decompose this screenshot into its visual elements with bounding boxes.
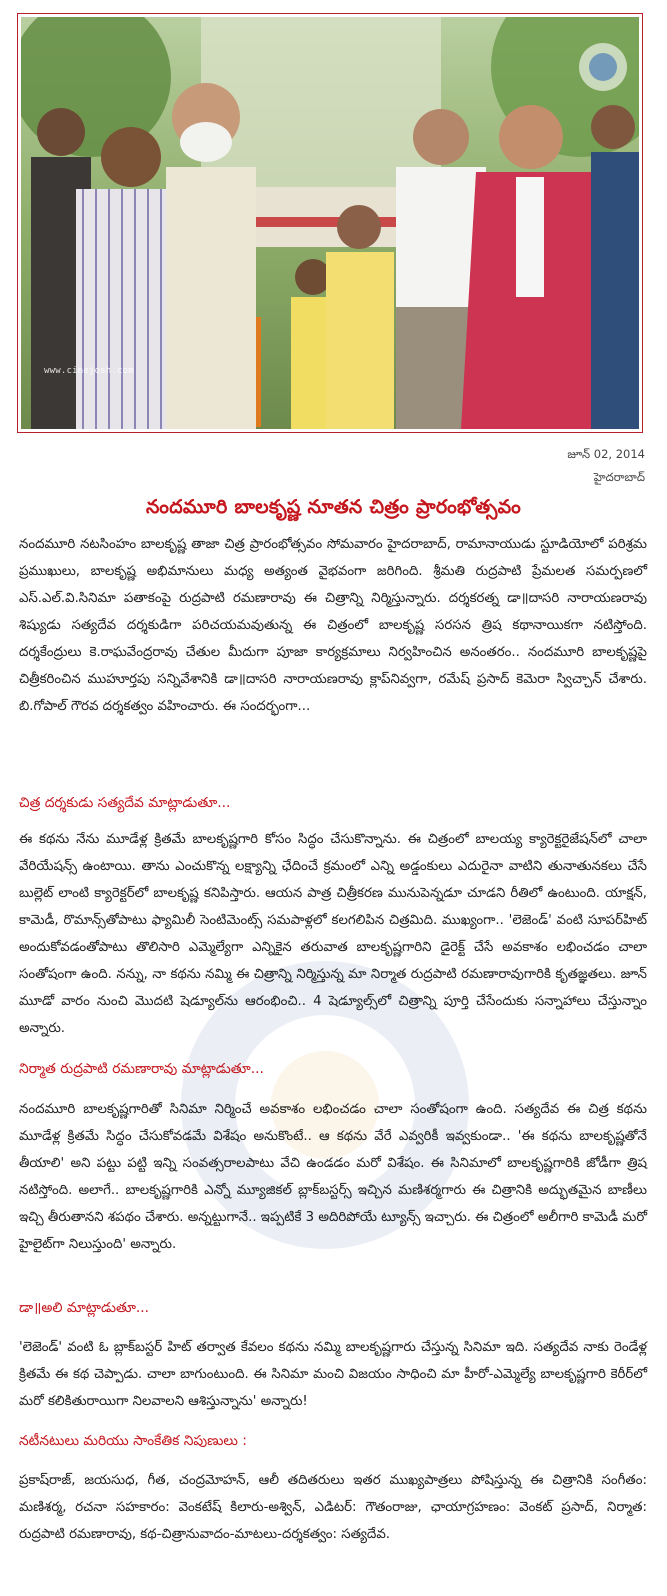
article-location: హైదరాబాద్	[593, 470, 645, 484]
director-quote: ఈ కథను నేను మూడేళ్ల క్రితమే బాలకృష్ణగారి కోసం సిద్ధం చేసుకొన్నాను. ఈ చిత్రంలో బాలయ్య క్యారెక్టరైజేషన్‌లో చాలా వేరియేషన్స్ ఉంటాయి. తాను ఎంచుకొన్న లక్ష్యాన్ని ఛేదించే క్రమంలో ఎన్ని అడ్డంకులు ఎదురైనా వాటిని తునాతునకలు చేసే బుల్లెట్ లాంటి క్యారెక్టర్‌లో బాలకృష్ణ కనిపిస్తారు. ఆయన పాత్ర చిత్రీకరణ మునుపెన్నడూ చూడని రీతిలో ఉంటుంది. యాక్షన్, కామెడీ, రొమాన్స్‌తోపాటు ఫ్యామిలీ సెంటిమెంట్స్ సమపాళ్లలో కలగలిపిన చిత్రమిది. ముఖ్యంగా.. 'లెజెండ్' వంటి సూపర్‌హిట్ అందుకోవడంతోపాటు తొలిసారి ఎమ్మెల్యేగా ఎన్నికైన తరువాత బాలకృష్ణగారిని డైరెక్ట్ చేసే అవకాశం లభించడం చాలా సంతోషంగా ఉంది. నన్ను, నా కథను నమ్మి ఈ చిత్రాన్ని నిర్మిస్తున్న మా నిర్మాత రుద్రపాటి రమణారావుగారికి కృతజ్ఞతలు. జూన్ మూడో వారం నుంచి మొదటి షెడ్యూల్‌ను ఆరంభించి.. 4 షెడ్యూల్స్‌లో చిత్రాన్ని పూర్తి చేసేందుకు సన్నాహాలు చేస్తున్నాం అన్నారు.	[19, 832, 647, 1036]
article-intro: నందమూరి నటసింహం బాలకృష్ణ తాజా చిత్ర ప్రారంభోత్సవం సోమవారం హైదరాబాద్, రామానాయుడు స్టూడియోలో పరిశ్రమ ప్రముఖులు, బాలకృష్ణ అభిమానులు మధ్య అత్యంత వైభవంగా జరిగింది. శ్రీమతి రుద్రపాటి ప్రేమలత సమర్పణలో ఎస్.ఎల్.వి.సినిమా పతాకంపై రుద్రపాటి రమణారావు ఈ చిత్రాన్ని నిర్మిస్తున్నారు. దర్శకరత్న డా॥దాసరి నారాయణరావు శిష్యుడు సత్యదేవ దర్శకుడిగా పరిచయమవుతున్న ఈ చిత్రంలో బాలకృష్ణ సరసన త్రిష కథానాయికగా నటిస్తోంది. దర్శకేంద్రులు కె.రాఘవేంద్రరావు చేతుల మీదుగా పూజా కార్యక్రమాలు నిర్వహించిన అనంతరం.. నందమూరి బాలకృష్ణపై చిత్రీకరించిన ముహూర్తపు సన్నివేశానికి డా॥దాసరి నారాయణరావు క్లాప్‌నివ్వగా, రమేష్ ప్రసాద్ కెమెరా స్విచ్చాన్ చేశారు. బి.గోపాల్ గౌరవ దర్శకత్వం వహించారు. ఈ సందర్భంగా...	[19, 537, 647, 714]
article-date: జూన్ 02, 2014	[567, 447, 645, 461]
article-photo	[17, 13, 643, 433]
article-title: నందమూరి బాలకృష్ణ నూతన చిత్రం ప్రారంభోత్సవం	[145, 496, 522, 518]
crew-list: ప్రకాష్‌రాజ్, జయసుధ, గీత, చంద్రమోహన్, ఆలీ తదితరులు ఇతర ముఖ్యపాత్రలు పోషిస్తున్న ఈ చిత్రానికి సంగీతం: మణిశర్మ, రచనా సహకారం: వెంకటేష్ కిలారు-అశ్విన్, ఎడిటర్: గౌతంరాజు, ఛాయాగ్రహణం: వెంకట్ ప్రసాద్, నిర్మాత: రుద్రపాటి రమణారావు, కథ-చిత్రానువాదం-మాటలు-దర్శకత్వం: సత్యదేవ.	[19, 1473, 647, 1542]
director-heading: చిత్ర దర్శకుడు సత్యదేవ మాట్లాడుతూ...	[19, 795, 231, 811]
ali-quote: 'లెజెండ్' వంటి ఓ బ్లాక్‌బస్టర్ హిట్ తర్వాత కేవలం కథను నమ్మి బాలకృష్ణగారు చేస్తున్న సినిమా ఇది. సత్యదేవ నాకు రెండేళ్ల క్రితమే ఈ కథ చెప్పాడు. చాలా బాగుంటుంది. ఈ సినిమా మంచి విజయం సాధించి మా హీరో-ఎమ్మెల్యే బాలకృష్ణగారి కెరీర్‌లో మరో కలికితురాయిగా నిలవాలని ఆశిస్తున్నాను' అన్నారు!	[19, 1340, 647, 1409]
producer-quote: నందమూరి బాలకృష్ణగారితో సినిమా నిర్మించే అవకాశం లభించడం చాలా సంతోషంగా ఉంది. సత్యదేవ ఈ చిత్ర కథను మూడేళ్ల క్రితమే సిద్ధం చేసుకోవడమే విశేషం అనుకొంటే.. ఆ కథను వేరే ఎవ్వరికీ ఇవ్వకుండా.. 'ఈ కథను బాలకృష్ణతోనే తీయాలి' అని పట్టు పట్టి ఇన్ని సంవత్సరాలపాటు వేచి ఉండడం మరో విశేషం. ఈ సినిమాలో బాలకృష్ణగారికి జోడీగా త్రిష నటిస్తోంది. అలాగే.. బాలకృష్ణగారికి ఎన్నో మ్యూజికల్ బ్లాక్‌బస్టర్స్ ఇచ్చిన మణిశర్మగారు ఈ చిత్రానికి అద్భుతమైన బాణీలు ఇచ్చి తీరుతానని శపథం చేశారు. అన్నట్టుగానే.. ఇప్పటికే 3 అదిరిపోయే ట్యూన్స్ ఇచ్చారు. ఈ చిత్రంలో అలీగారి కామెడీ మరో హైలైట్‌గా నిలుస్తుంది' అన్నారు.	[19, 1102, 647, 1252]
crew-heading: నటీనటులు మరియు సాంకేతిక నిపుణులు :	[19, 1433, 247, 1449]
ali-heading: డా॥అలి మాట్లాడుతూ...	[19, 1300, 150, 1316]
photo-watermark: www.cinejosh.com	[44, 366, 134, 376]
producer-heading: నిర్మాత రుద్రపాటి రమణారావు మాట్లాడుతూ...	[19, 1061, 264, 1077]
